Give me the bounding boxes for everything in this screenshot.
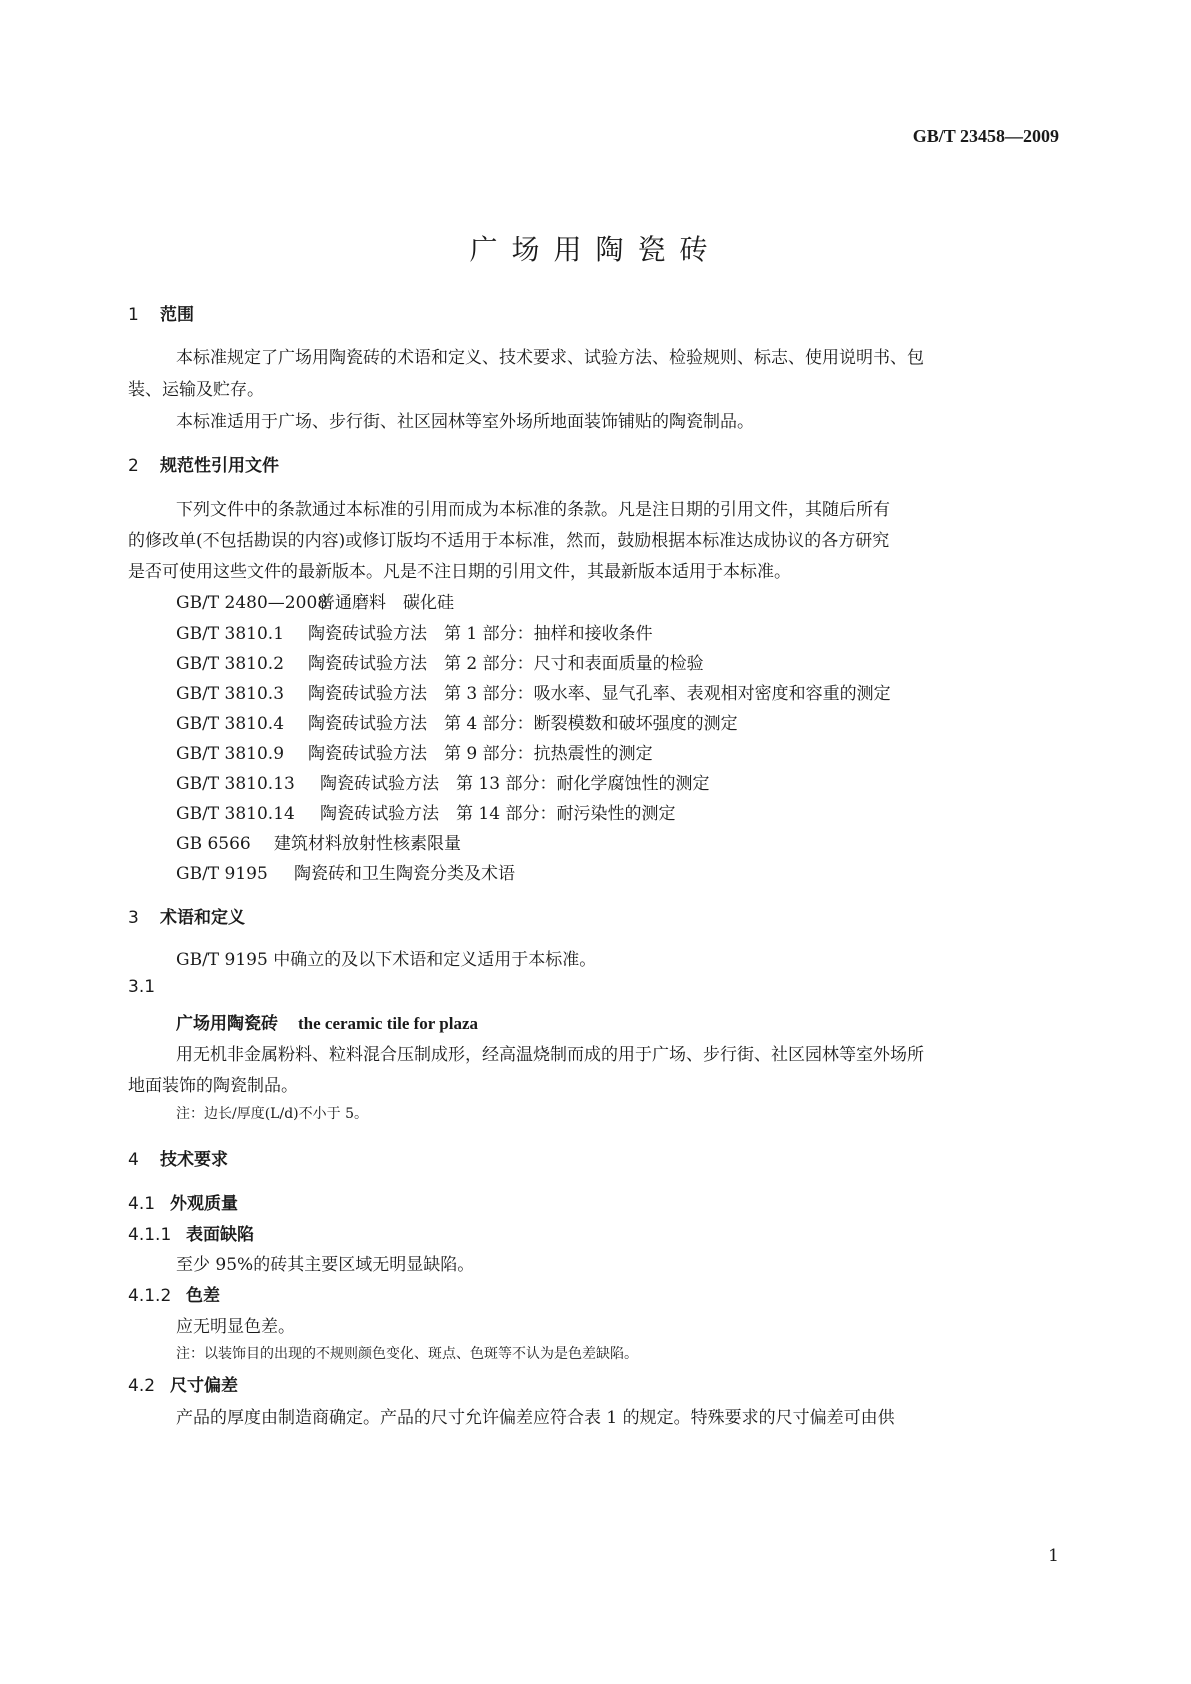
section-number: 2 [128, 456, 139, 476]
section-title: 术语和定义 [160, 908, 245, 928]
definition-line: 用无机非金属粉料、粒料混合压制成形，经高温烧制而成的用于广场、步行街、社区园林等室外场所 [176, 1045, 924, 1065]
section-number: 4.1.1 [128, 1225, 172, 1245]
reference-title: 建筑材料放射性核素限量 [274, 834, 461, 854]
section-4-heading [128, 1145, 228, 1170]
section-title: 技术要求 [160, 1150, 228, 1170]
reference-code: GB 6566 [176, 834, 251, 854]
reference-item [176, 588, 454, 613]
reference-title: 陶瓷砖试验方法 第 4 部分：断裂模数和破坏强度的测定 [308, 714, 738, 734]
paragraph-line: 应无明显色差。 [176, 1317, 295, 1337]
section-1-heading [128, 300, 194, 325]
reference-item [176, 709, 738, 734]
page-title: 广场用陶瓷砖 [469, 233, 722, 266]
clause-number: 3.1 [128, 977, 156, 997]
reference-code: GB/T 9195 [176, 864, 268, 884]
paragraph-line: 装、运输及贮存。 [128, 380, 264, 400]
reference-item [176, 619, 653, 644]
term-heading [176, 1009, 478, 1034]
reference-item [176, 739, 653, 764]
subsection-4-1-2-heading [128, 1281, 220, 1306]
reference-code: GB/T 3810.14 [176, 804, 295, 824]
paragraph-line: 下列文件中的条款通过本标准的引用而成为本标准的条款。凡是注日期的引用文件，其随后所有 [176, 500, 890, 520]
reference-title: 陶瓷砖试验方法 第 3 部分：吸水率、显气孔率、表观相对密度和容重的测定 [308, 684, 891, 704]
reference-item [176, 859, 515, 884]
paragraph-line: 产品的厚度由制造商确定。产品的尺寸允许偏差应符合表 1 的规定。特殊要求的尺寸偏差可由供 [176, 1408, 895, 1428]
reference-item [176, 799, 675, 824]
section-number: 4.1 [128, 1194, 156, 1214]
section-number: 3 [128, 908, 139, 928]
reference-item [176, 829, 461, 854]
paragraph-line: 本标准规定了广场用陶瓷砖的术语和定义、技术要求、试验方法、检验规则、标志、使用说明书、包 [176, 348, 924, 368]
subsection-4-1-heading [128, 1189, 238, 1214]
paragraph-line: 的修改单(不包括勘误的内容)或修订版均不适用于本标准，然而，鼓励根据本标准达成协议的各方研究 [128, 531, 890, 551]
section-title: 外观质量 [170, 1194, 238, 1214]
section-number: 4 [128, 1150, 139, 1170]
subsection-4-2-heading [128, 1371, 238, 1396]
reference-title: 陶瓷砖试验方法 第 1 部分：抽样和接收条件 [308, 624, 653, 644]
reference-item [176, 679, 891, 704]
section-2-heading [128, 451, 279, 476]
standard-code: GB/T 23458—2009 [912, 126, 1059, 146]
reference-code: GB/T 3810.2 [176, 654, 285, 674]
paragraph-line: 至少 95%的砖其主要区域无明显缺陷。 [176, 1255, 475, 1275]
reference-code: GB/T 3810.1 [176, 624, 285, 644]
note: 注：以装饰目的出现的不规则颜色变化、斑点、色斑等不认为是色差缺陷。 [176, 1346, 638, 1362]
paragraph-line: GB/T 9195 中确立的及以下术语和定义适用于本标准。 [176, 950, 597, 970]
paragraph-line: 本标准适用于广场、步行街、社区园林等室外场所地面装饰铺贴的陶瓷制品。 [176, 412, 754, 432]
section-number: 1 [128, 305, 139, 325]
section-title: 规范性引用文件 [160, 456, 279, 476]
paragraph-line: 是否可使用这些文件的最新版本。凡是不注日期的引用文件，其最新版本适用于本标准。 [128, 562, 791, 582]
section-number: 4.2 [128, 1376, 156, 1396]
section-title: 尺寸偏差 [170, 1376, 238, 1396]
term-english: the ceramic tile for plaza [298, 1014, 479, 1033]
reference-title: 陶瓷砖和卫生陶瓷分类及术语 [294, 864, 515, 884]
reference-code: GB/T 3810.9 [176, 744, 285, 764]
reference-item [176, 649, 704, 674]
section-title: 范围 [160, 305, 194, 325]
note: 注：边长/厚度(L/d)不小于 5。 [176, 1106, 368, 1122]
reference-title: 陶瓷砖试验方法 第 14 部分：耐污染性的测定 [320, 804, 676, 824]
section-title: 表面缺陷 [186, 1225, 254, 1245]
reference-code: GB/T 3810.13 [176, 774, 295, 794]
reference-title: 陶瓷砖试验方法 第 2 部分：尺寸和表面质量的检验 [308, 654, 704, 674]
reference-item [176, 769, 709, 794]
section-3-heading [128, 903, 245, 928]
reference-code: GB/T 3810.4 [176, 714, 285, 734]
reference-title: 普通磨料 碳化硅 [318, 593, 454, 613]
term-chinese: 广场用陶瓷砖 [176, 1014, 278, 1034]
section-title: 色差 [186, 1286, 220, 1306]
page-number: 1 [1048, 1546, 1059, 1566]
definition-line: 地面装饰的陶瓷制品。 [128, 1076, 298, 1096]
reference-code: GB/T 2480—2008 [176, 593, 329, 613]
reference-code: GB/T 3810.3 [176, 684, 285, 704]
reference-title: 陶瓷砖试验方法 第 13 部分：耐化学腐蚀性的测定 [320, 774, 710, 794]
subsection-4-1-1-heading [128, 1220, 254, 1245]
reference-title: 陶瓷砖试验方法 第 9 部分：抗热震性的测定 [308, 744, 653, 764]
section-number: 4.1.2 [128, 1286, 172, 1306]
